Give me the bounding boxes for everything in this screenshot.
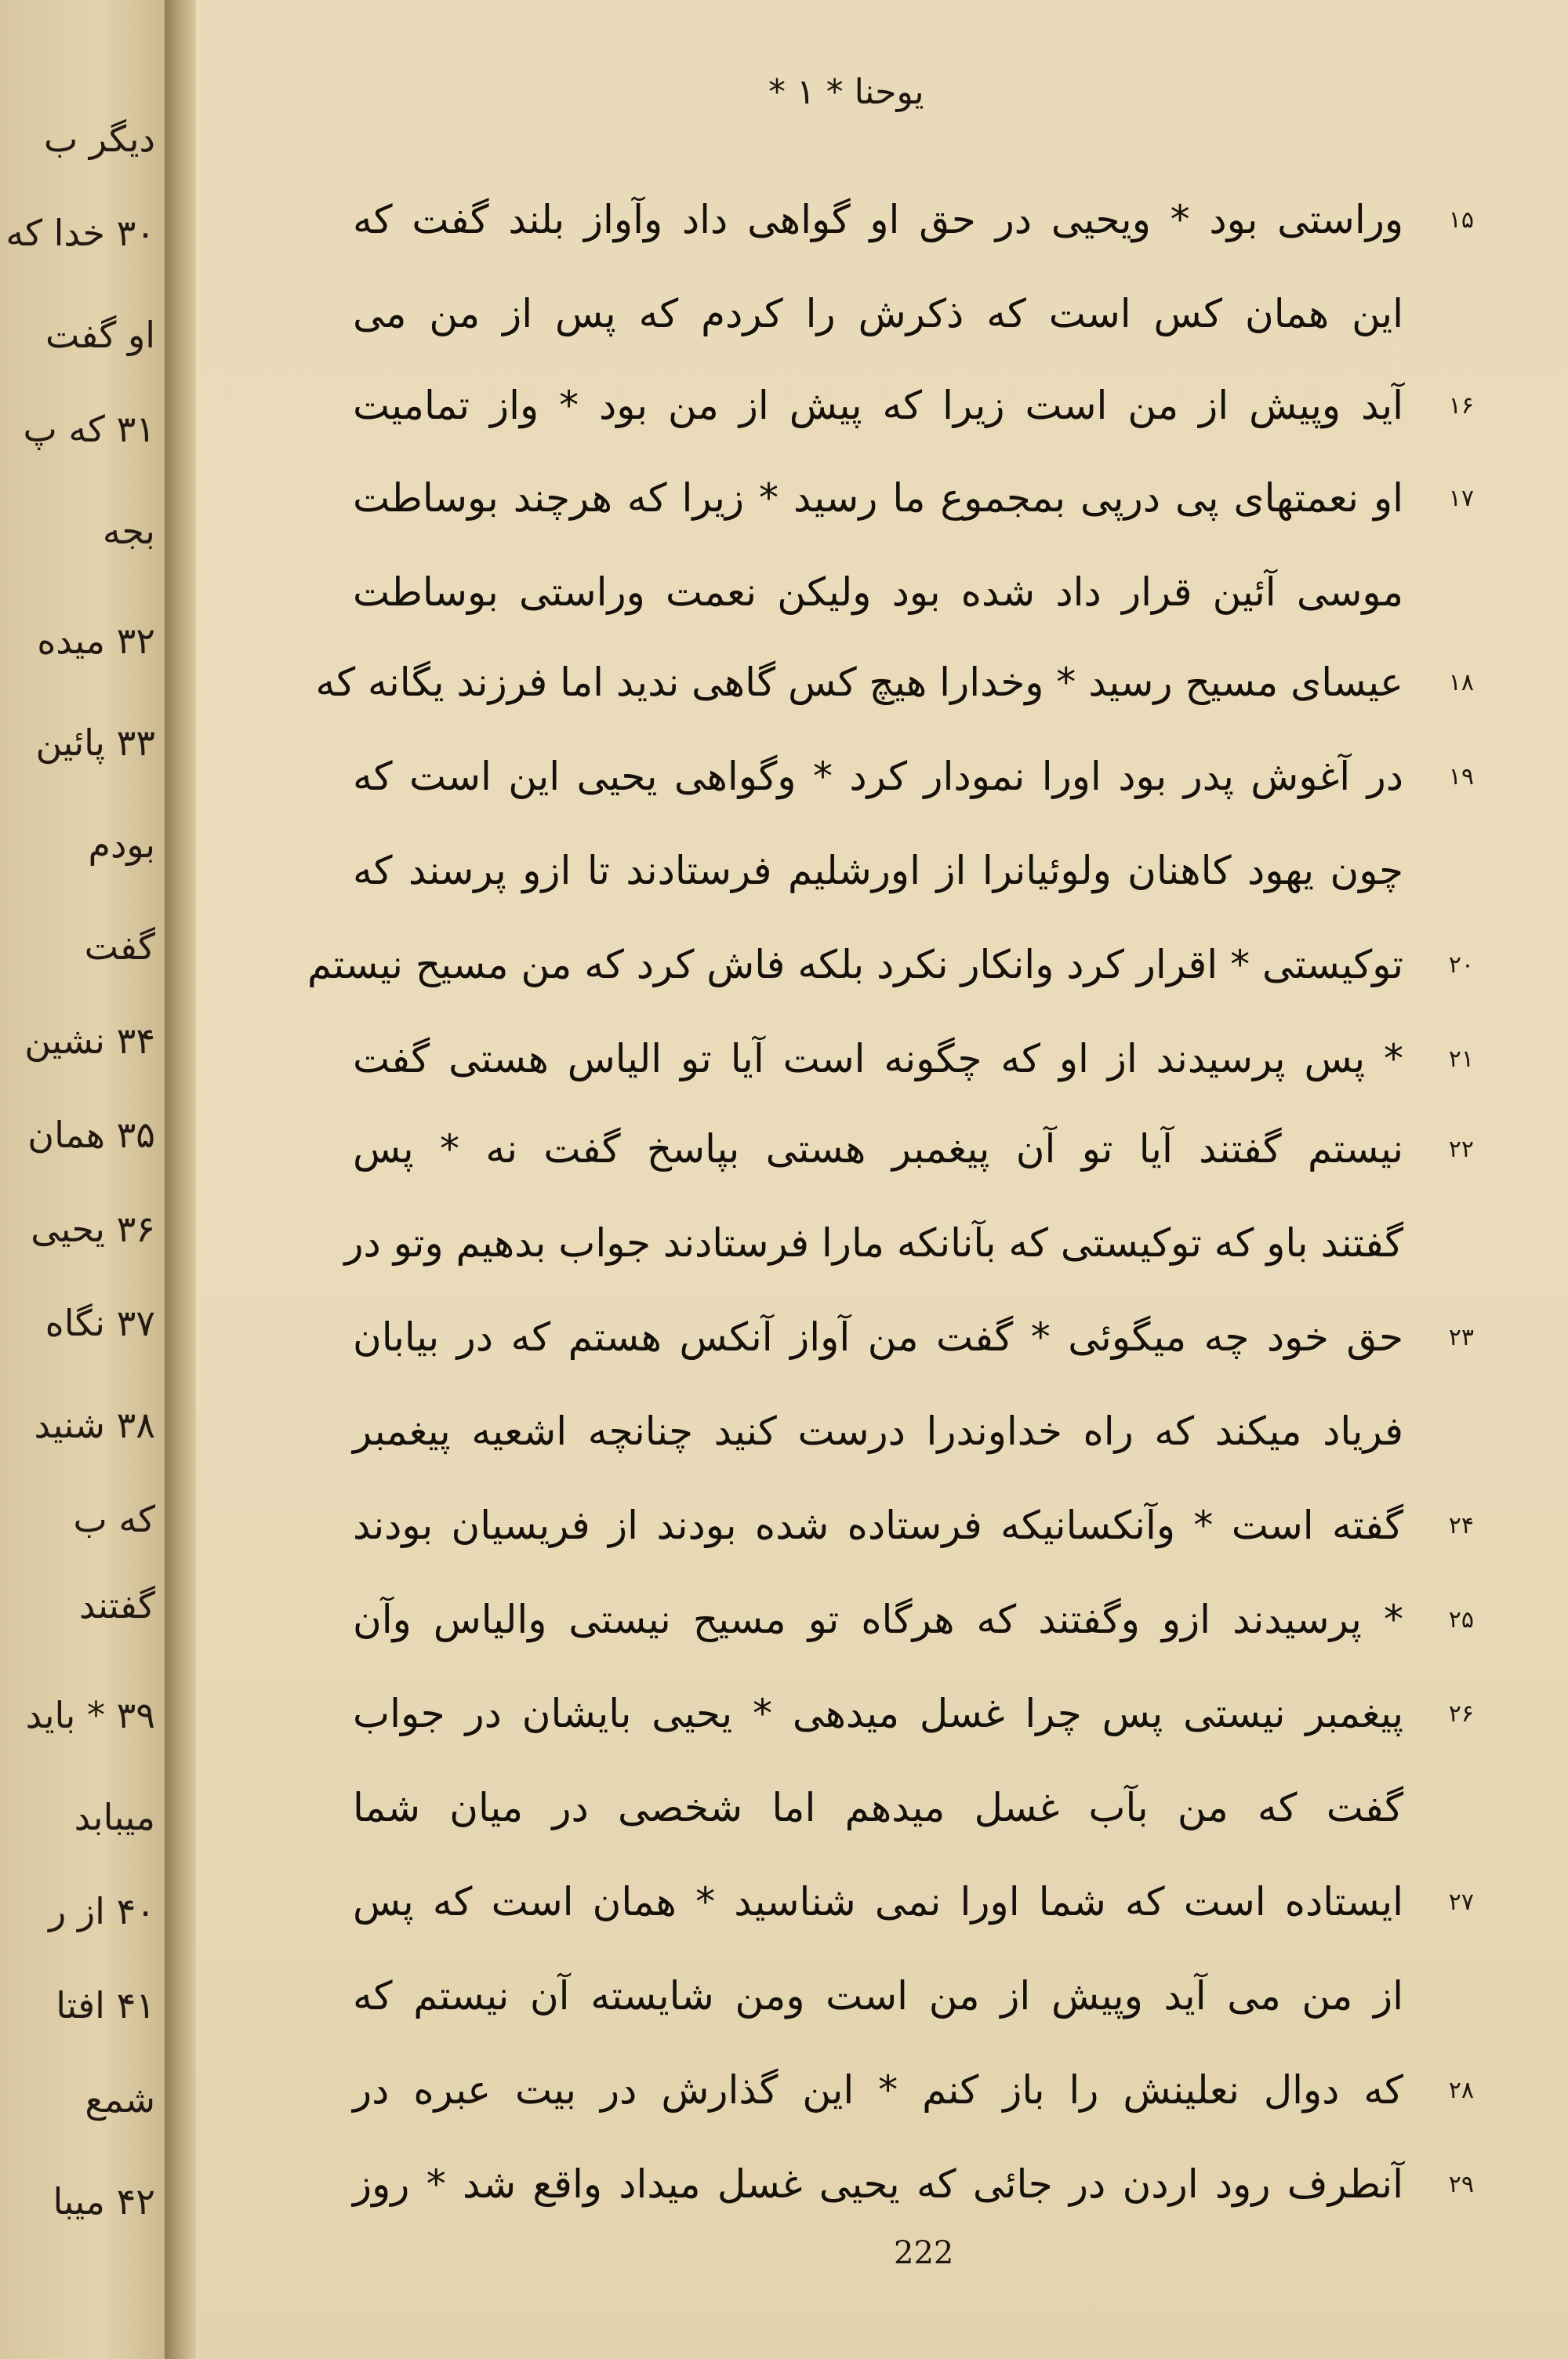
facing-page-fragment: ۳۳ پائین bbox=[35, 722, 155, 764]
verse-number: ۲۲ bbox=[1448, 1135, 1474, 1163]
text-line bbox=[353, 176, 1474, 263]
line-text: توکیستی * اقرار کرد وانکار نکرد بلکه فاش کرد که من مسیح نیستم bbox=[307, 942, 1403, 987]
text-line bbox=[353, 362, 1474, 449]
text-line bbox=[353, 549, 1450, 635]
text-line bbox=[353, 1670, 1474, 1757]
verse-number: ۱۵ bbox=[1448, 205, 1474, 234]
book-gutter bbox=[165, 0, 196, 2359]
text-line bbox=[344, 1200, 1450, 1286]
facing-page-fragment: ۳۸ شنید bbox=[34, 1404, 155, 1446]
text-line bbox=[353, 1482, 1474, 1568]
facing-page-fragment: بجه bbox=[102, 510, 155, 552]
facing-page-fragment: ۴۱ افتا bbox=[56, 1984, 155, 2026]
text-line bbox=[353, 1106, 1474, 1192]
line-text: آنطرف رود اردن در جائی که یحیی غسل میداد واقع شد * روز bbox=[353, 2161, 1403, 2207]
line-text: حق خود چه میگوئی * گفت من آواز آنکس هستم که در بیابان bbox=[353, 1314, 1403, 1360]
line-text: از من می آید وپیش از من است ومن شایسته آن نیستم که bbox=[353, 1973, 1403, 2019]
line-text: گفتند باو که توکیستی که بآنانکه مارا فرستادند جواب بدهیم وتو در bbox=[344, 1220, 1403, 1266]
facing-page-fragment: شمع bbox=[85, 2078, 155, 2121]
facing-page-fragment: ۳۷ نگاه bbox=[45, 1302, 155, 1344]
verse-number: ۲۳ bbox=[1448, 1323, 1474, 1351]
verse-number: ۲۱ bbox=[1448, 1045, 1474, 1073]
line-text: گفت که من بآب غسل میدهم اما شخصی در میان شما bbox=[353, 1785, 1403, 1830]
text-line bbox=[315, 639, 1474, 725]
facing-page-fragment: دیگر ب bbox=[44, 118, 155, 160]
text-line bbox=[353, 1294, 1474, 1380]
line-text: چون یهود کاهنان ولوئیانرا از اورشلیم فرستادند تا ازو پرسند که bbox=[353, 848, 1403, 893]
verse-number: ۲۵ bbox=[1448, 1605, 1474, 1634]
text-line bbox=[353, 1953, 1450, 2039]
text-line bbox=[353, 1016, 1474, 1102]
line-text: در آغوش پدر بود اورا نمودار کرد * وگواهی یحیی این است که bbox=[353, 754, 1403, 799]
text-line bbox=[353, 733, 1474, 820]
text-line bbox=[353, 2047, 1474, 2133]
line-text: * پس پرسیدند از او که چگونه است آیا تو الیاس هستی گفت bbox=[353, 1036, 1403, 1081]
line-text: که دوال نعلینش را باز کنم * این گذارش در بیت عبره در bbox=[353, 2067, 1403, 2113]
line-text: این همان کس است که ذکرش را کردم که پس از من می bbox=[353, 291, 1403, 336]
verse-number: ۱۹ bbox=[1448, 762, 1474, 791]
verse-number: ۱۷ bbox=[1448, 484, 1474, 512]
facing-page-fragment: ۴۰ از ر bbox=[49, 1890, 155, 1932]
facing-page-fragment: میبابد bbox=[74, 1796, 155, 1838]
facing-page-fragment: ۳۹ * باید bbox=[25, 1694, 155, 1736]
text-line bbox=[353, 2141, 1474, 2227]
text-line bbox=[353, 827, 1450, 914]
facing-page-edge bbox=[0, 0, 165, 2359]
text-line bbox=[353, 1859, 1474, 1945]
line-text: او نعمتهای پی درپی بمجموع ما رسید * زیرا که هرچند بوساطت bbox=[353, 475, 1403, 521]
text-line bbox=[353, 455, 1474, 541]
text-line bbox=[353, 271, 1450, 357]
line-text: * پرسیدند ازو وگفتند که هرگاه تو مسیح نیستی والیاس وآن bbox=[353, 1597, 1403, 1642]
facing-page-fragment: گفتند bbox=[78, 1584, 155, 1627]
facing-page-fragment: او گفت bbox=[45, 314, 155, 356]
verse-number: ۲۰ bbox=[1448, 951, 1474, 979]
facing-page-fragment: ۴۲ میبا bbox=[53, 2180, 155, 2223]
facing-page-fragment: ۳۴ نشین bbox=[24, 1020, 155, 1062]
verse-number: ۲۸ bbox=[1448, 2076, 1474, 2104]
verse-number: ۱۸ bbox=[1448, 668, 1474, 696]
verse-number: ۲۹ bbox=[1448, 2170, 1474, 2198]
line-text: گفته است * وآنکسانیکه فرستاده شده بودند از فریسیان بودند bbox=[353, 1503, 1403, 1548]
line-text: عیسای مسیح رسید * وخدارا هیچ کس گاهی ندید اما فرزند یگانه که bbox=[315, 660, 1403, 705]
facing-page-fragment: ۳۱ که پ bbox=[23, 408, 155, 450]
verse-number: ۱۶ bbox=[1448, 391, 1474, 420]
text-line bbox=[353, 1576, 1474, 1663]
facing-page-fragment: بودم bbox=[88, 823, 155, 866]
facing-page-fragment: ۳۰ خدا که bbox=[5, 212, 155, 254]
line-text: آید وپیش از من است زیرا که پیش از من بود * واز تمامیت bbox=[353, 383, 1403, 428]
line-text: فریاد میکند که راه خداوندرا درست کنید چنانچه اشعیه پیغمبر bbox=[353, 1408, 1403, 1454]
facing-page-fragment: گفت bbox=[84, 925, 155, 968]
line-text: پیغمبر نیستی پس چرا غسل میدهی * یحیی بایشان در جواب bbox=[353, 1691, 1403, 1736]
facing-page-fragment: ۳۵ همان bbox=[27, 1114, 155, 1156]
line-text: نیستم گفتند آیا تو آن پیغمبر هستی بپاسخ گفت نه * پس bbox=[353, 1126, 1403, 1172]
verse-number: ۲۴ bbox=[1448, 1511, 1474, 1539]
facing-page-fragment: ۳۲ میده bbox=[37, 620, 155, 662]
text-line bbox=[353, 1765, 1450, 1851]
text-line bbox=[353, 1388, 1450, 1474]
text-line bbox=[307, 921, 1474, 1008]
running-head: یوحنا * ۱ * bbox=[768, 72, 924, 112]
verse-number: ۲۷ bbox=[1448, 1888, 1474, 1916]
facing-page-fragment: که ب bbox=[73, 1498, 155, 1540]
verse-number: ۲۶ bbox=[1448, 1699, 1474, 1728]
line-text: ایستاده است که شما اورا نمی شناسید * همان است که پس bbox=[353, 1879, 1403, 1925]
line-text: موسی آئین قرار داد شده بود ولیکن نعمت وراستی بوساطت bbox=[353, 569, 1403, 615]
page-number: 222 bbox=[894, 2235, 954, 2271]
facing-page-fragment: ۳۶ یحیی bbox=[31, 1208, 155, 1250]
line-text: وراستی بود * ویحیی در حق او گواهی داد وآواز بلند گفت که bbox=[353, 197, 1403, 242]
